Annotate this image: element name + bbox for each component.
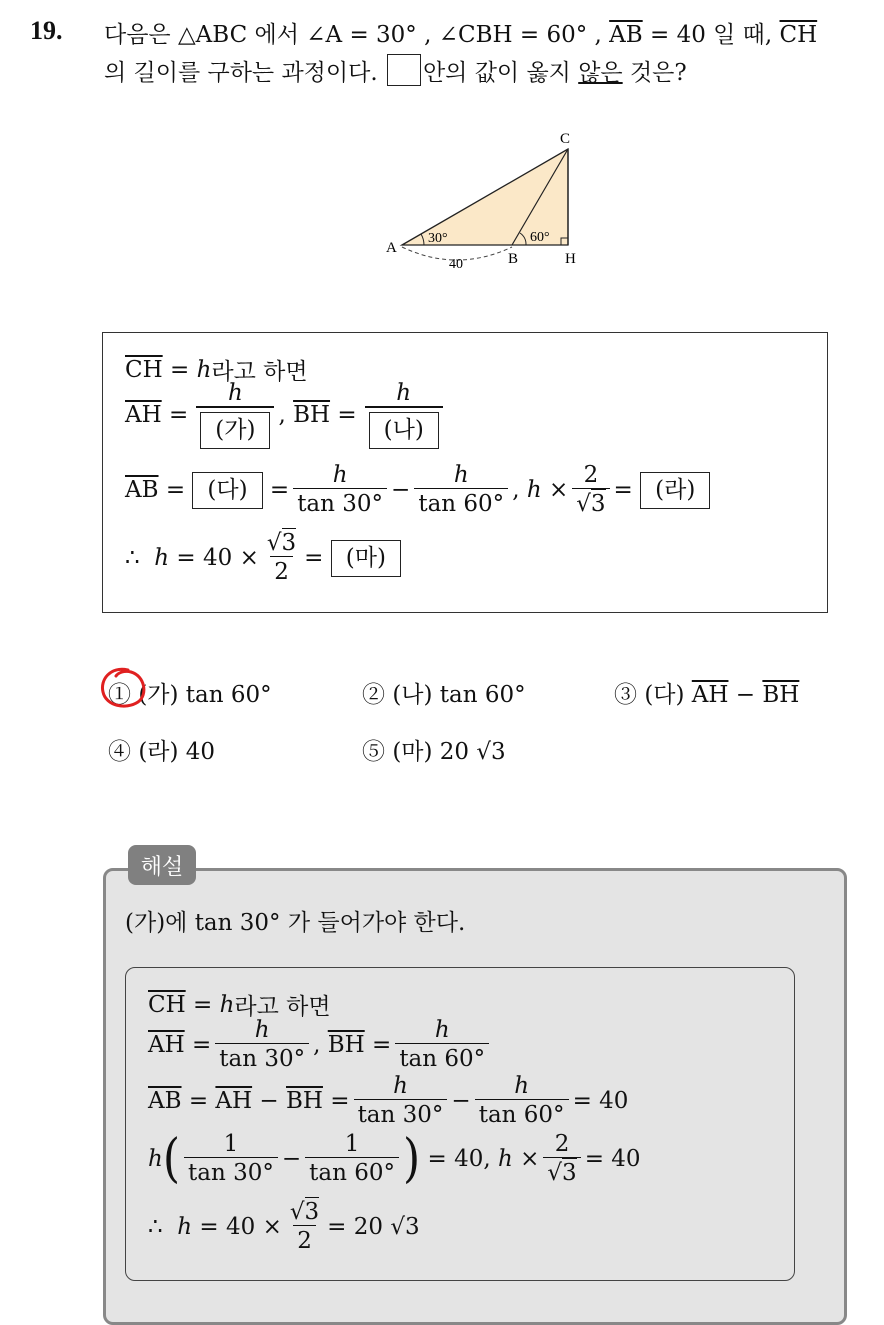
angle-a-label: 30° [428, 231, 448, 246]
process-line-2: $\overline{AH}$ = $\frac{h}{\text{(가)}}$ , $\overline{BH}$ = $\frac{h}{\text{(나)}}$ [125, 381, 447, 449]
box-ma: (마) [331, 540, 401, 577]
box-ra: (라) [640, 472, 710, 509]
label-b: B [508, 251, 519, 267]
label-c: C [560, 131, 571, 147]
solution-line-5: ∴ h = 40 × $\frac{√3}{2}$ = 20 √3 [148, 1199, 420, 1255]
box-da: (다) [192, 472, 262, 509]
label-h: H [565, 251, 576, 267]
solution-line-3: $\overline{AB}$ = $\overline{AH}$ − $\overline{BH}$ = $\frac{h}{\tan 30^\circ}$ − $\frac{h}{\tan 60^\circ}$ = 40 [148, 1073, 629, 1129]
choice-1[interactable]: ① (가) tan 60° [108, 682, 272, 708]
solution-line-2: $\overline{AH}$ = $\frac{h}{\tan 30^\circ}$ , $\overline{BH}$ = $\frac{h}{\tan 60^\circ}$ [148, 1018, 493, 1073]
solution-tag: 해설 [128, 845, 196, 885]
solution-line-1: $\overline{CH}$ = h 라고 하면 [148, 991, 331, 1020]
label-a: A [386, 240, 397, 256]
angle-b-label: 60° [530, 230, 550, 245]
choice-3[interactable]: ③ (다) $\overline{AH} - \overline{BH}$ [614, 682, 800, 708]
triangle-figure [380, 125, 590, 275]
process-line-3: $\overline{AB}$ = (다) = $\frac{h}{\tan 30^\circ}$ − $\frac{h}{\tan 60^\circ}$ , h × $\frac{2}{√3}$ = (라) [125, 463, 710, 518]
choice-4[interactable]: ④ (라) 40 [108, 739, 216, 765]
process-box [102, 332, 828, 613]
solution-box [125, 967, 795, 1281]
question-line-2: 의 길이를 구하는 과정이다. 안의 값이 옳지 않은 것은? [104, 54, 687, 87]
solution-note: (가)에 tan 30° 가 들어가야 한다. [125, 910, 466, 936]
question-line-1: 다음은 △ABC 에서 ∠A = 30° , ∠CBH = 60° , $\overline{AB} = 40$ 일 때, $\overline{CH}$ [104, 22, 818, 48]
solution-line-4: h ( $\frac{1}{\tan 30^\circ}$ − $\frac{1}{\tan 60^\circ}$ ) = 40, h × $\frac{2}{√3}$ = 40 [148, 1128, 641, 1190]
process-line-1: $\overline{CH}$ = h 라고 하면 [125, 356, 308, 385]
process-line-4: ∴ h = 40 × $\frac{√3}{2}$ = (마) [125, 531, 401, 586]
blank-box-icon [387, 54, 421, 86]
length-ab-label: 40 [449, 257, 463, 272]
question-number: 19. [30, 16, 63, 45]
box-ga: (가) [200, 412, 270, 449]
choice-2[interactable]: ② (나) tan 60° [362, 682, 526, 708]
answer-circle-icon [98, 664, 152, 714]
choice-5[interactable]: ⑤ (마) 20 √3 [362, 739, 506, 765]
box-na: (나) [369, 412, 439, 449]
